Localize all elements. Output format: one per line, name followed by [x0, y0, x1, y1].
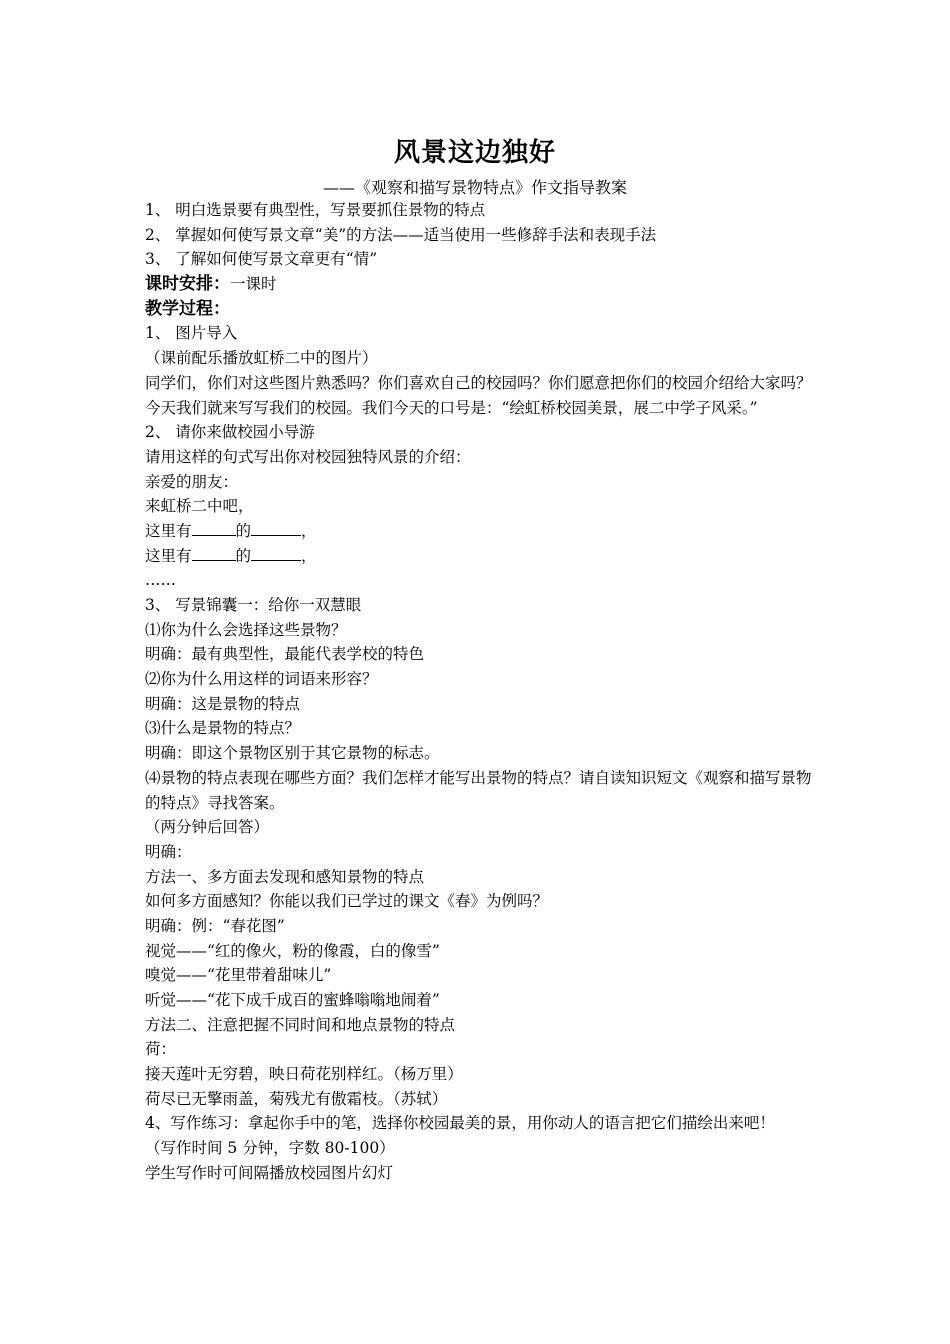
text-line: 接天莲叶无穷碧，映日荷花别样红。（杨万里） [145, 1065, 463, 1084]
text-line: 明确：例：“春花图” [145, 916, 285, 935]
text-line: 明确：这是景物的特点 [145, 694, 301, 713]
text-line: 亲爱的朋友： [145, 472, 239, 491]
text-paragraph: 同学们，你们对这些图片熟悉吗？你们喜欢自己的校园吗？你们愿意把你们的校园介绍给大家吗？ [145, 373, 812, 392]
text-line: 荷尽已无擎雨盖，菊残尤有傲霜枝。（苏轼） [145, 1089, 448, 1108]
document-body [145, 198, 813, 1186]
text-line: 明确：最有典型性，最能代表学校的特色 [145, 645, 425, 664]
text-line: 视觉——“红的像火，粉的像霞，白的像雪” [145, 941, 440, 960]
blank-underline [251, 546, 301, 561]
text-paragraph: ⑷景物的特点表现在哪些方面？我们怎样才能写出景物的特点？请自读知识短文《观察和描写景物的特点》寻找答案。 [145, 768, 812, 812]
blank-underline [192, 546, 236, 561]
text-line: 今天我们就来写写我们的校园。我们今天的口号是：“绘虹桥校园美景，展二中学子风采。” [145, 398, 758, 417]
blank-mid: 的 [235, 546, 252, 565]
goal-item: 2、 掌握如何使写景文章“美”的方法——适当使用一些修辞手法和表现手法 [145, 225, 657, 244]
text-line: 4、写作练习：拿起你手中的笔，选择你校园最美的景，用你动人的语言把它们描绘出来吧！ [145, 1114, 775, 1133]
blank-mid: 的 [235, 521, 252, 540]
text-line: ⑴你为什么会选择这些景物？ [145, 620, 347, 639]
ellipsis: …… [145, 571, 176, 590]
goal-item: 3、 了解如何使写景文章更有“情” [145, 250, 378, 269]
document-title: 风景这边独好 [393, 138, 556, 168]
schedule-label: 课时安排： [145, 274, 230, 295]
process-heading: 教学过程： [145, 298, 230, 319]
text-line: （两分钟后回答） [145, 818, 270, 837]
text-line: 1、 图片导入 [145, 324, 238, 343]
schedule-value: 一课时 [230, 275, 277, 294]
text-line: 学生写作时可间隔播放校园图片幻灯 [145, 1163, 394, 1182]
text-line: 2、 请你来做校园小导游 [145, 423, 315, 442]
text-line: 明确：即这个景物区别于其它景物的标志。 [145, 744, 440, 763]
blank-prefix: 这里有 [145, 546, 192, 565]
blank-underline [192, 521, 236, 536]
blank-suffix: ， [301, 546, 317, 565]
document-subtitle: ——《观察和描写景物特点》作文指导教案 [322, 178, 627, 197]
text-line: 方法二、注意把握不同时间和地点景物的特点 [145, 1015, 456, 1034]
text-line: （课前配乐播放虹桥二中的图片） [145, 349, 378, 368]
fill-blank-line [145, 544, 813, 569]
text-line: 3、 写景锦囊一：给你一双慧眼 [145, 596, 362, 615]
goal-item: 1、 明白选景要有典型性，写景要抓住景物的特点 [145, 201, 486, 219]
text-line: 嗅觉——“花里带着甜味儿” [145, 966, 332, 985]
blank-prefix: 这里有 [145, 521, 192, 540]
text-line: 听觉——“花下成千成百的蜜蜂嗡嗡地闹着” [145, 991, 440, 1010]
text-line: ⑶什么是景物的特点？ [145, 719, 301, 738]
text-line: 荷： [145, 1040, 177, 1059]
blank-underline [251, 521, 301, 536]
text-line: ⑵你为什么用这样的词语来形容？ [145, 670, 378, 689]
fill-blank-line [145, 519, 813, 544]
schedule-line [145, 272, 813, 297]
blank-suffix: ， [301, 521, 317, 540]
text-line: 明确： [145, 842, 192, 861]
text-line: 方法一、多方面去发现和感知景物的特点 [145, 867, 425, 886]
text-line: 如何多方面感知？你能以我们已学过的课文《春》为例吗？ [145, 892, 549, 911]
text-line: （写作时间 5 分钟，字数 80-100） [145, 1139, 395, 1158]
text-line: 请用这样的句式写出你对校园独特风景的介绍： [145, 447, 471, 466]
text-line: 来虹桥二中吧， [145, 497, 254, 516]
